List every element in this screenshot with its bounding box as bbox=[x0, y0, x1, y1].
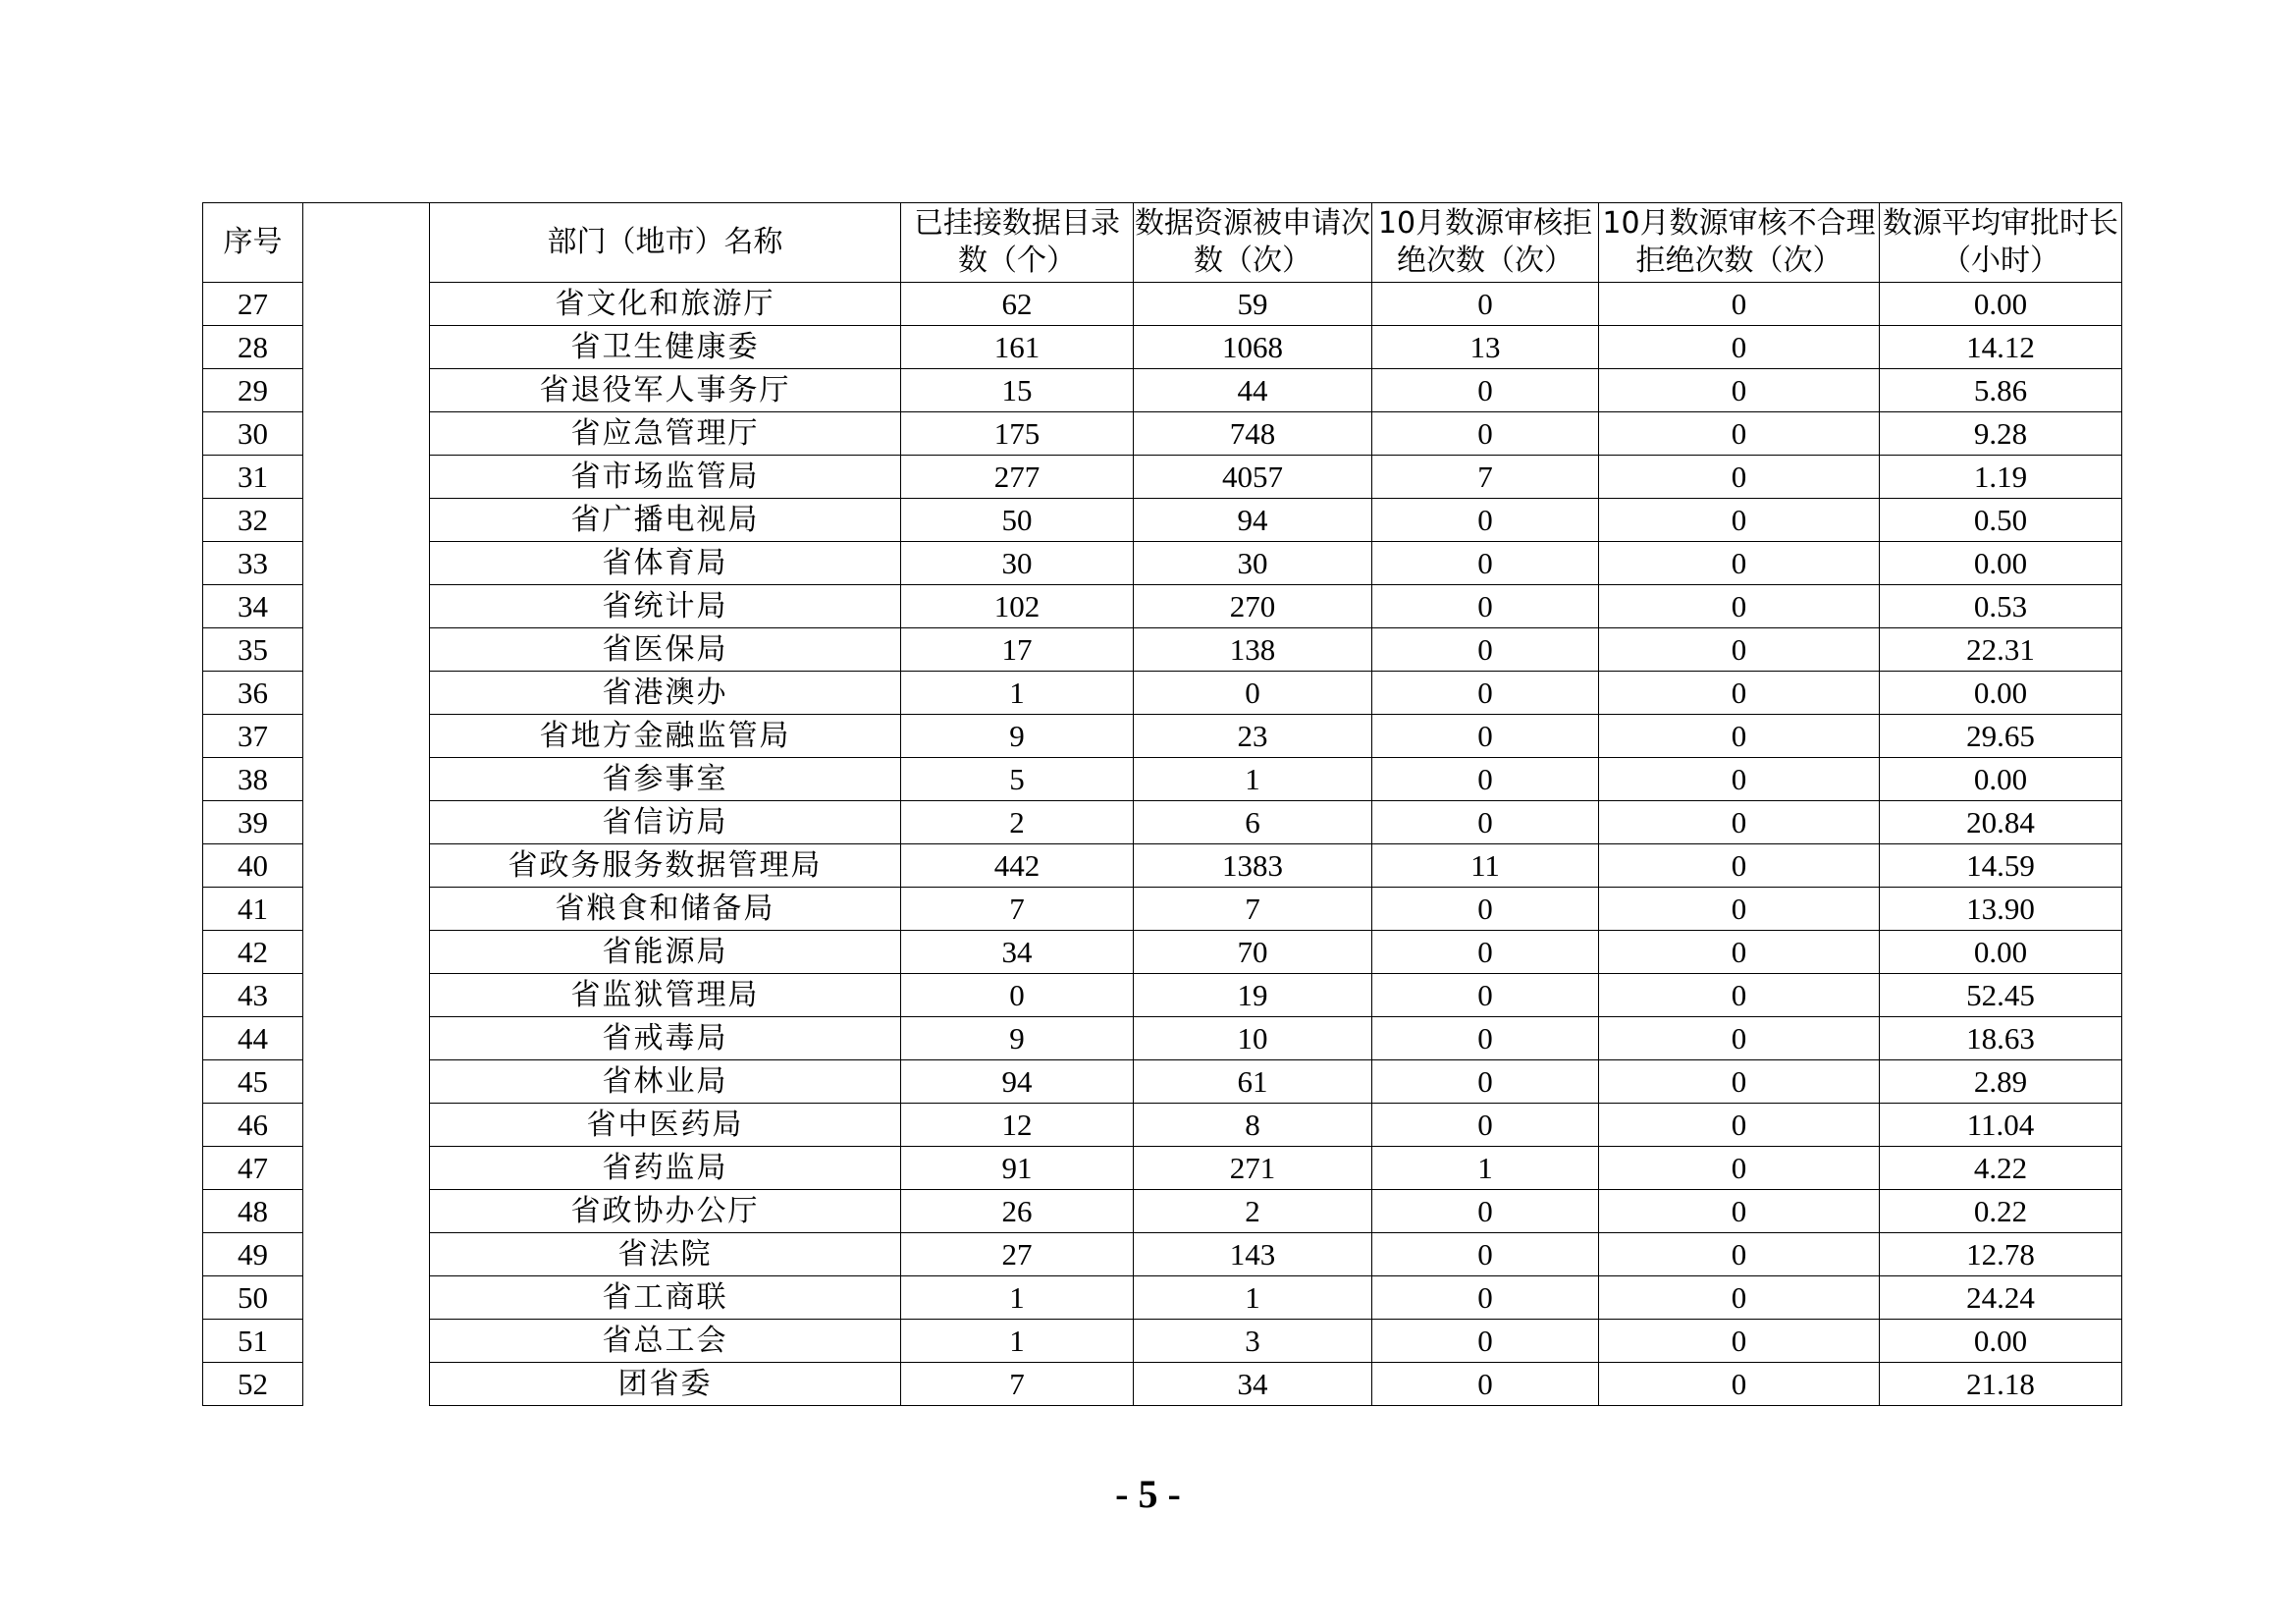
cell-name: 省监狱管理局 bbox=[430, 974, 901, 1017]
cell-unreasonable-rejections: 0 bbox=[1599, 326, 1880, 369]
cell-blank bbox=[303, 369, 430, 412]
cell-unreasonable-rejections: 0 bbox=[1599, 801, 1880, 844]
cell-blank bbox=[303, 326, 430, 369]
cell-blank bbox=[303, 1017, 430, 1060]
cell-seq: 36 bbox=[203, 672, 303, 715]
cell-catalogs: 5 bbox=[901, 758, 1134, 801]
table-header-row bbox=[203, 203, 2122, 283]
cell-blank bbox=[303, 801, 430, 844]
cell-seq: 45 bbox=[203, 1060, 303, 1104]
cell-rejections: 0 bbox=[1372, 974, 1599, 1017]
cell-catalogs: 1 bbox=[901, 1320, 1134, 1363]
cell-name: 省戒毒局 bbox=[430, 1017, 901, 1060]
cell-unreasonable-rejections: 0 bbox=[1599, 672, 1880, 715]
cell-unreasonable-rejections: 0 bbox=[1599, 758, 1880, 801]
cell-requests: 23 bbox=[1134, 715, 1372, 758]
cell-blank bbox=[303, 758, 430, 801]
cell-requests: 270 bbox=[1134, 585, 1372, 628]
cell-requests: 70 bbox=[1134, 931, 1372, 974]
table-row bbox=[203, 1060, 2122, 1104]
cell-name: 省统计局 bbox=[430, 585, 901, 628]
cell-catalogs: 27 bbox=[901, 1233, 1134, 1276]
cell-unreasonable-rejections: 0 bbox=[1599, 1233, 1880, 1276]
table-row bbox=[203, 1233, 2122, 1276]
cell-catalogs: 1 bbox=[901, 672, 1134, 715]
cell-unreasonable-rejections: 0 bbox=[1599, 1363, 1880, 1406]
cell-rejections: 0 bbox=[1372, 715, 1599, 758]
cell-avg-hours: 14.59 bbox=[1880, 844, 2122, 888]
cell-seq: 27 bbox=[203, 283, 303, 326]
cell-rejections: 0 bbox=[1372, 1320, 1599, 1363]
cell-catalogs: 26 bbox=[901, 1190, 1134, 1233]
table-row bbox=[203, 412, 2122, 456]
cell-catalogs: 175 bbox=[901, 412, 1134, 456]
table-row bbox=[203, 283, 2122, 326]
cell-requests: 748 bbox=[1134, 412, 1372, 456]
cell-catalogs: 50 bbox=[901, 499, 1134, 542]
cell-seq: 50 bbox=[203, 1276, 303, 1320]
cell-blank bbox=[303, 412, 430, 456]
cell-catalogs: 277 bbox=[901, 456, 1134, 499]
cell-rejections: 0 bbox=[1372, 672, 1599, 715]
table-row bbox=[203, 1017, 2122, 1060]
cell-rejections: 0 bbox=[1372, 369, 1599, 412]
table-row bbox=[203, 628, 2122, 672]
cell-seq: 34 bbox=[203, 585, 303, 628]
cell-avg-hours: 18.63 bbox=[1880, 1017, 2122, 1060]
cell-seq: 44 bbox=[203, 1017, 303, 1060]
cell-name: 省港澳办 bbox=[430, 672, 901, 715]
cell-seq: 29 bbox=[203, 369, 303, 412]
cell-unreasonable-rejections: 0 bbox=[1599, 369, 1880, 412]
cell-unreasonable-rejections: 0 bbox=[1599, 1190, 1880, 1233]
cell-unreasonable-rejections: 0 bbox=[1599, 1104, 1880, 1147]
cell-catalogs: 17 bbox=[901, 628, 1134, 672]
header-unreasonable-rejections: 10月数源审核不合理拒绝次数（次） bbox=[1599, 203, 1880, 283]
cell-avg-hours: 4.22 bbox=[1880, 1147, 2122, 1190]
table-body bbox=[203, 283, 2122, 1406]
cell-avg-hours: 29.65 bbox=[1880, 715, 2122, 758]
cell-name: 省体育局 bbox=[430, 542, 901, 585]
cell-blank bbox=[303, 628, 430, 672]
cell-name: 省文化和旅游厅 bbox=[430, 283, 901, 326]
cell-name: 省总工会 bbox=[430, 1320, 901, 1363]
cell-rejections: 0 bbox=[1372, 542, 1599, 585]
cell-avg-hours: 20.84 bbox=[1880, 801, 2122, 844]
cell-blank bbox=[303, 888, 430, 931]
cell-rejections: 0 bbox=[1372, 1017, 1599, 1060]
cell-avg-hours: 2.89 bbox=[1880, 1060, 2122, 1104]
cell-name: 省退役军人事务厅 bbox=[430, 369, 901, 412]
cell-name: 省医保局 bbox=[430, 628, 901, 672]
cell-requests: 4057 bbox=[1134, 456, 1372, 499]
cell-requests: 8 bbox=[1134, 1104, 1372, 1147]
cell-rejections: 0 bbox=[1372, 412, 1599, 456]
cell-avg-hours: 14.12 bbox=[1880, 326, 2122, 369]
cell-requests: 2 bbox=[1134, 1190, 1372, 1233]
cell-blank bbox=[303, 585, 430, 628]
cell-blank bbox=[303, 1190, 430, 1233]
table-row bbox=[203, 1190, 2122, 1233]
cell-rejections: 0 bbox=[1372, 628, 1599, 672]
table-row bbox=[203, 1147, 2122, 1190]
cell-seq: 40 bbox=[203, 844, 303, 888]
cell-name: 团省委 bbox=[430, 1363, 901, 1406]
cell-avg-hours: 5.86 bbox=[1880, 369, 2122, 412]
cell-avg-hours: 0.22 bbox=[1880, 1190, 2122, 1233]
cell-unreasonable-rejections: 0 bbox=[1599, 499, 1880, 542]
cell-seq: 39 bbox=[203, 801, 303, 844]
cell-seq: 46 bbox=[203, 1104, 303, 1147]
cell-catalogs: 9 bbox=[901, 1017, 1134, 1060]
cell-unreasonable-rejections: 0 bbox=[1599, 715, 1880, 758]
cell-rejections: 0 bbox=[1372, 1276, 1599, 1320]
header-rejections: 10月数源审核拒绝次数（次） bbox=[1372, 203, 1599, 283]
cell-avg-hours: 1.19 bbox=[1880, 456, 2122, 499]
cell-name: 省卫生健康委 bbox=[430, 326, 901, 369]
cell-blank bbox=[303, 283, 430, 326]
cell-catalogs: 102 bbox=[901, 585, 1134, 628]
cell-unreasonable-rejections: 0 bbox=[1599, 1147, 1880, 1190]
cell-unreasonable-rejections: 0 bbox=[1599, 888, 1880, 931]
cell-rejections: 11 bbox=[1372, 844, 1599, 888]
cell-seq: 41 bbox=[203, 888, 303, 931]
cell-rejections: 0 bbox=[1372, 1060, 1599, 1104]
cell-catalogs: 7 bbox=[901, 1363, 1134, 1406]
cell-requests: 7 bbox=[1134, 888, 1372, 931]
cell-rejections: 13 bbox=[1372, 326, 1599, 369]
table-row bbox=[203, 801, 2122, 844]
cell-catalogs: 15 bbox=[901, 369, 1134, 412]
cell-rejections: 1 bbox=[1372, 1147, 1599, 1190]
cell-name: 省政协办公厅 bbox=[430, 1190, 901, 1233]
cell-name: 省法院 bbox=[430, 1233, 901, 1276]
cell-catalogs: 62 bbox=[901, 283, 1134, 326]
cell-seq: 47 bbox=[203, 1147, 303, 1190]
header-seq: 序号 bbox=[203, 203, 303, 283]
cell-rejections: 0 bbox=[1372, 758, 1599, 801]
cell-blank bbox=[303, 1104, 430, 1147]
cell-avg-hours: 11.04 bbox=[1880, 1104, 2122, 1147]
cell-avg-hours: 21.18 bbox=[1880, 1363, 2122, 1406]
cell-avg-hours: 9.28 bbox=[1880, 412, 2122, 456]
cell-name: 省信访局 bbox=[430, 801, 901, 844]
cell-requests: 1068 bbox=[1134, 326, 1372, 369]
cell-avg-hours: 0.00 bbox=[1880, 931, 2122, 974]
cell-seq: 52 bbox=[203, 1363, 303, 1406]
cell-rejections: 0 bbox=[1372, 931, 1599, 974]
cell-blank bbox=[303, 1233, 430, 1276]
cell-name: 省参事室 bbox=[430, 758, 901, 801]
table-row bbox=[203, 542, 2122, 585]
cell-catalogs: 442 bbox=[901, 844, 1134, 888]
cell-name: 省政务服务数据管理局 bbox=[430, 844, 901, 888]
cell-seq: 51 bbox=[203, 1320, 303, 1363]
cell-catalogs: 0 bbox=[901, 974, 1134, 1017]
cell-unreasonable-rejections: 0 bbox=[1599, 412, 1880, 456]
cell-requests: 94 bbox=[1134, 499, 1372, 542]
table-row bbox=[203, 715, 2122, 758]
cell-requests: 6 bbox=[1134, 801, 1372, 844]
cell-unreasonable-rejections: 0 bbox=[1599, 1320, 1880, 1363]
cell-requests: 34 bbox=[1134, 1363, 1372, 1406]
cell-rejections: 0 bbox=[1372, 1190, 1599, 1233]
table-row bbox=[203, 888, 2122, 931]
cell-requests: 271 bbox=[1134, 1147, 1372, 1190]
cell-name: 省能源局 bbox=[430, 931, 901, 974]
cell-catalogs: 161 bbox=[901, 326, 1134, 369]
cell-name: 省广播电视局 bbox=[430, 499, 901, 542]
table-row bbox=[203, 369, 2122, 412]
cell-unreasonable-rejections: 0 bbox=[1599, 931, 1880, 974]
cell-requests: 0 bbox=[1134, 672, 1372, 715]
cell-rejections: 0 bbox=[1372, 1363, 1599, 1406]
cell-requests: 143 bbox=[1134, 1233, 1372, 1276]
table-row bbox=[203, 672, 2122, 715]
cell-unreasonable-rejections: 0 bbox=[1599, 628, 1880, 672]
cell-catalogs: 1 bbox=[901, 1276, 1134, 1320]
cell-requests: 138 bbox=[1134, 628, 1372, 672]
cell-avg-hours: 24.24 bbox=[1880, 1276, 2122, 1320]
cell-seq: 37 bbox=[203, 715, 303, 758]
table-row bbox=[203, 1276, 2122, 1320]
cell-blank bbox=[303, 844, 430, 888]
cell-avg-hours: 0.00 bbox=[1880, 758, 2122, 801]
cell-blank bbox=[303, 456, 430, 499]
cell-catalogs: 7 bbox=[901, 888, 1134, 931]
cell-requests: 1 bbox=[1134, 758, 1372, 801]
cell-avg-hours: 0.00 bbox=[1880, 542, 2122, 585]
cell-seq: 43 bbox=[203, 974, 303, 1017]
cell-avg-hours: 0.50 bbox=[1880, 499, 2122, 542]
cell-rejections: 0 bbox=[1372, 283, 1599, 326]
cell-catalogs: 94 bbox=[901, 1060, 1134, 1104]
cell-avg-hours: 0.53 bbox=[1880, 585, 2122, 628]
cell-catalogs: 9 bbox=[901, 715, 1134, 758]
header-avg-hours: 数源平均审批时长（小时） bbox=[1880, 203, 2122, 283]
cell-rejections: 0 bbox=[1372, 1104, 1599, 1147]
cell-requests: 61 bbox=[1134, 1060, 1372, 1104]
table-row bbox=[203, 844, 2122, 888]
cell-catalogs: 2 bbox=[901, 801, 1134, 844]
cell-blank bbox=[303, 1320, 430, 1363]
table-row bbox=[203, 1320, 2122, 1363]
table-row bbox=[203, 758, 2122, 801]
cell-rejections: 0 bbox=[1372, 585, 1599, 628]
cell-requests: 44 bbox=[1134, 369, 1372, 412]
cell-name: 省市场监管局 bbox=[430, 456, 901, 499]
table-row bbox=[203, 585, 2122, 628]
table-row bbox=[203, 499, 2122, 542]
cell-seq: 33 bbox=[203, 542, 303, 585]
cell-unreasonable-rejections: 0 bbox=[1599, 585, 1880, 628]
cell-blank bbox=[303, 1276, 430, 1320]
cell-requests: 30 bbox=[1134, 542, 1372, 585]
cell-rejections: 7 bbox=[1372, 456, 1599, 499]
cell-blank bbox=[303, 1147, 430, 1190]
cell-name: 省应急管理厅 bbox=[430, 412, 901, 456]
cell-avg-hours: 52.45 bbox=[1880, 974, 2122, 1017]
cell-catalogs: 91 bbox=[901, 1147, 1134, 1190]
cell-unreasonable-rejections: 0 bbox=[1599, 283, 1880, 326]
header-requests: 数据资源被申请次数（次） bbox=[1134, 203, 1372, 283]
cell-name: 省中医药局 bbox=[430, 1104, 901, 1147]
cell-catalogs: 30 bbox=[901, 542, 1134, 585]
cell-blank bbox=[303, 974, 430, 1017]
cell-rejections: 0 bbox=[1372, 888, 1599, 931]
cell-rejections: 0 bbox=[1372, 1233, 1599, 1276]
cell-requests: 3 bbox=[1134, 1320, 1372, 1363]
cell-unreasonable-rejections: 0 bbox=[1599, 844, 1880, 888]
cell-avg-hours: 12.78 bbox=[1880, 1233, 2122, 1276]
cell-unreasonable-rejections: 0 bbox=[1599, 456, 1880, 499]
cell-blank bbox=[303, 931, 430, 974]
cell-unreasonable-rejections: 0 bbox=[1599, 974, 1880, 1017]
cell-name: 省工商联 bbox=[430, 1276, 901, 1320]
header-blank bbox=[303, 203, 430, 283]
cell-rejections: 0 bbox=[1372, 801, 1599, 844]
cell-unreasonable-rejections: 0 bbox=[1599, 1276, 1880, 1320]
cell-blank bbox=[303, 542, 430, 585]
cell-rejections: 0 bbox=[1372, 499, 1599, 542]
cell-name: 省地方金融监管局 bbox=[430, 715, 901, 758]
cell-blank bbox=[303, 1060, 430, 1104]
cell-seq: 32 bbox=[203, 499, 303, 542]
cell-requests: 59 bbox=[1134, 283, 1372, 326]
cell-name: 省药监局 bbox=[430, 1147, 901, 1190]
cell-seq: 48 bbox=[203, 1190, 303, 1233]
cell-seq: 31 bbox=[203, 456, 303, 499]
cell-requests: 1383 bbox=[1134, 844, 1372, 888]
department-stats-table bbox=[202, 202, 2122, 1406]
cell-unreasonable-rejections: 0 bbox=[1599, 1017, 1880, 1060]
table-row bbox=[203, 1363, 2122, 1406]
cell-avg-hours: 13.90 bbox=[1880, 888, 2122, 931]
cell-avg-hours: 0.00 bbox=[1880, 672, 2122, 715]
table-row bbox=[203, 974, 2122, 1017]
cell-catalogs: 12 bbox=[901, 1104, 1134, 1147]
cell-requests: 10 bbox=[1134, 1017, 1372, 1060]
cell-name: 省粮食和储备局 bbox=[430, 888, 901, 931]
cell-seq: 28 bbox=[203, 326, 303, 369]
header-catalogs: 已挂接数据目录数（个） bbox=[901, 203, 1134, 283]
cell-unreasonable-rejections: 0 bbox=[1599, 1060, 1880, 1104]
cell-seq: 42 bbox=[203, 931, 303, 974]
cell-avg-hours: 22.31 bbox=[1880, 628, 2122, 672]
table-row bbox=[203, 456, 2122, 499]
cell-catalogs: 34 bbox=[901, 931, 1134, 974]
table-row bbox=[203, 326, 2122, 369]
cell-seq: 30 bbox=[203, 412, 303, 456]
cell-unreasonable-rejections: 0 bbox=[1599, 542, 1880, 585]
cell-seq: 49 bbox=[203, 1233, 303, 1276]
cell-seq: 35 bbox=[203, 628, 303, 672]
cell-blank bbox=[303, 499, 430, 542]
cell-name: 省林业局 bbox=[430, 1060, 901, 1104]
cell-avg-hours: 0.00 bbox=[1880, 283, 2122, 326]
cell-avg-hours: 0.00 bbox=[1880, 1320, 2122, 1363]
table-row bbox=[203, 931, 2122, 974]
cell-blank bbox=[303, 672, 430, 715]
cell-requests: 1 bbox=[1134, 1276, 1372, 1320]
cell-seq: 38 bbox=[203, 758, 303, 801]
page-number: - 5 - bbox=[1115, 1472, 1181, 1516]
cell-blank bbox=[303, 715, 430, 758]
cell-requests: 19 bbox=[1134, 974, 1372, 1017]
cell-blank bbox=[303, 1363, 430, 1406]
header-name: 部门（地市）名称 bbox=[430, 203, 901, 283]
table-row bbox=[203, 1104, 2122, 1147]
